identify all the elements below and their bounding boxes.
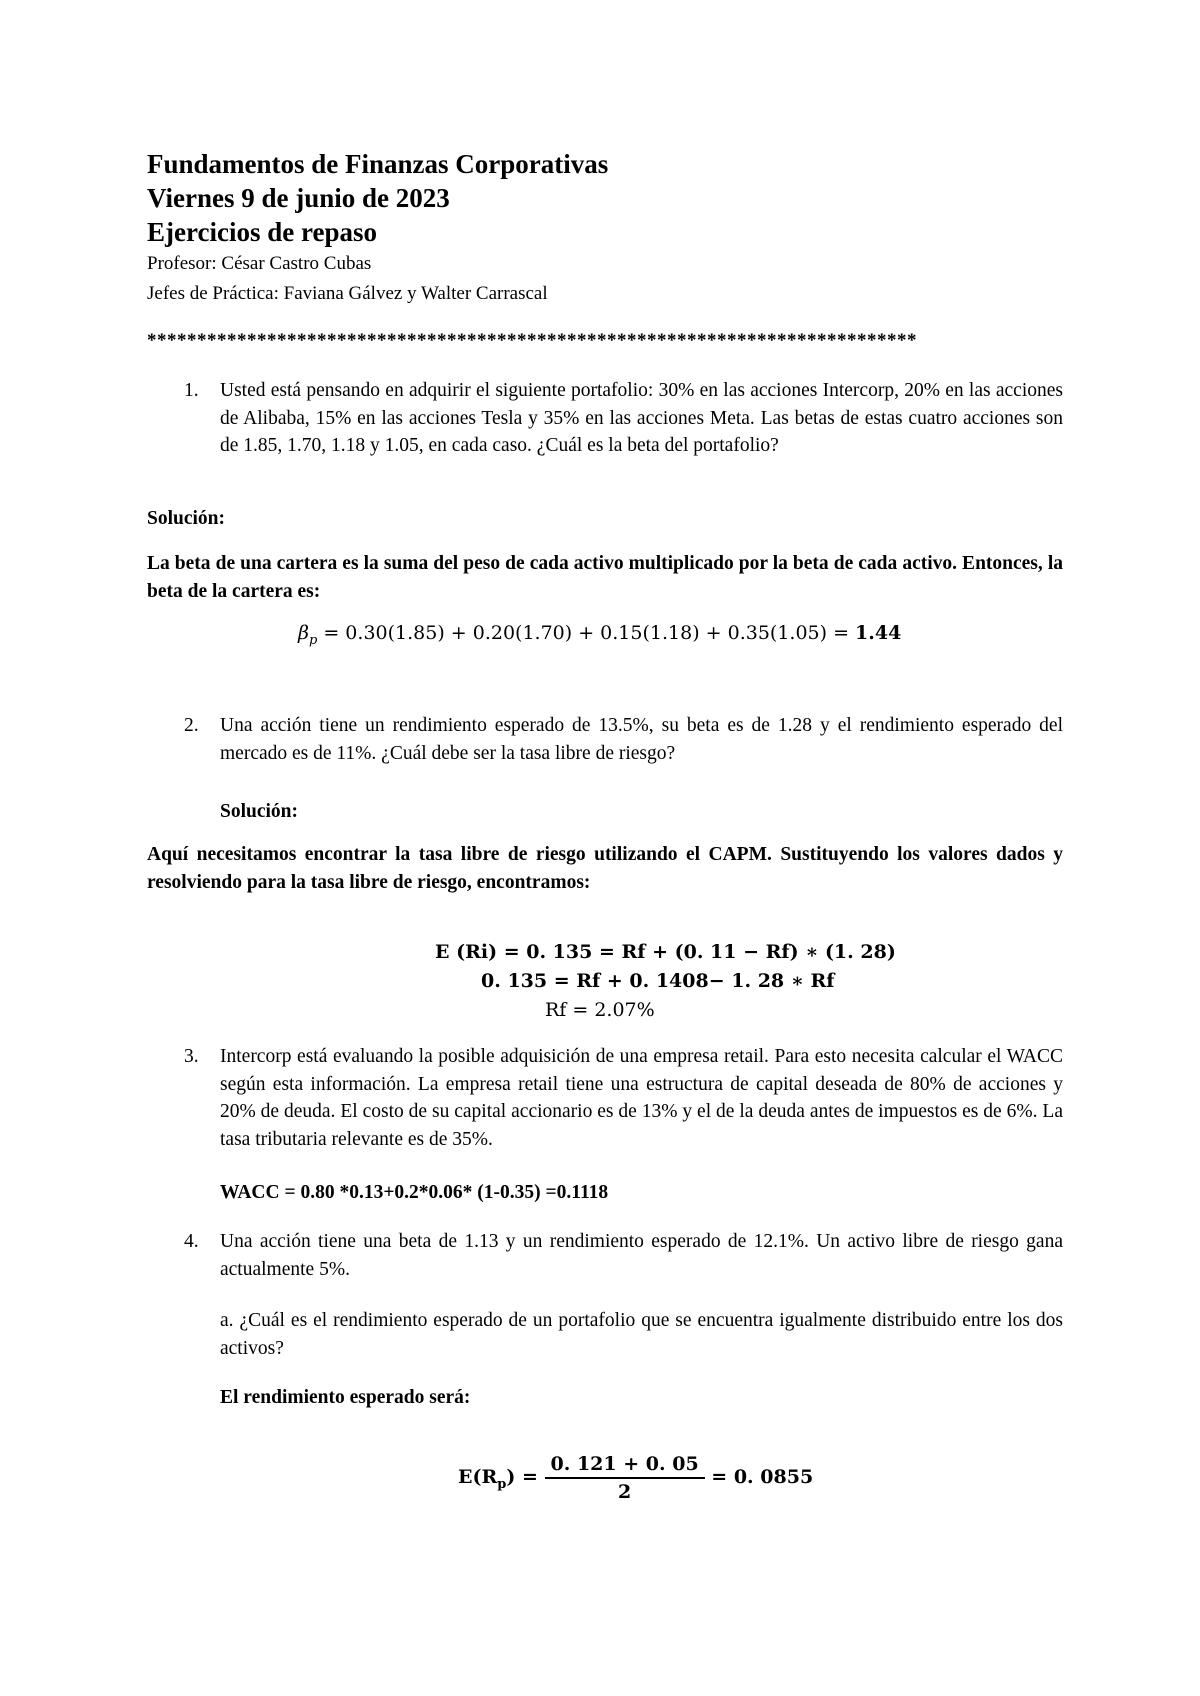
question-2-equation-3: Rf = 2.07%: [545, 999, 655, 1021]
question-4-part-a: a. ¿Cuál es el rendimiento esperado de un portafolio que se encuentra igualmente distribuido entre los dos activos?: [220, 1310, 1063, 1359]
question-2-equation-2: 0. 135 = Rf + 0. 1408− 1. 28 ∗ Rf: [481, 970, 835, 992]
fraction-result: = 0. 0855: [711, 1466, 814, 1488]
professor-line: Profesor: César Castro Cubas: [147, 253, 372, 274]
question-1-text: Usted está pensando en adquirir el siguiente portafolio: 30% en las acciones Intercorp, 20% en las acciones de Alibaba, 15% en las acciones Tesla y 35% en las acciones Meta. Las betas de estas cuatro acciones son de 1.85, 1.70, 1.18 y 1.05, en cada caso. ¿Cuál es la beta del portafolio?: [220, 380, 1063, 456]
question-2-equation-1: E (Ri) = 0. 135 = Rf + (0. 11 − Rf) ∗ (1. 28): [435, 941, 896, 963]
fraction-lhs-close: ) =: [506, 1466, 538, 1488]
question-2-solution-text: Aquí necesitamos encontrar la tasa libre de riesgo utilizando el CAPM. Sustituyendo los valores dados y resolviendo para la tasa libre de riesgo, encontramos:: [147, 844, 1063, 893]
equation-terms: = 0.30(1.85) + 0.20(1.70) + 0.15(1.18) + 0.35(1.05) =: [317, 622, 856, 644]
equation-result: 1.44: [855, 622, 902, 644]
question-4-text: Una acción tiene una beta de 1.13 y un rendimiento esperado de 12.1%. Un activo libre de riesgo gana actualmente 5%.: [220, 1231, 1063, 1280]
separator: *****************************************************************************: [147, 330, 917, 351]
fraction-numerator: 0. 121 + 0. 05: [545, 1453, 705, 1479]
question-4-number: 4.: [184, 1231, 199, 1252]
subtitle: Ejercicios de repaso: [147, 217, 377, 247]
fraction-lhs-subscript: p: [497, 1476, 507, 1492]
fraction: [545, 1453, 705, 1503]
beta-subscript: p: [308, 632, 318, 648]
question-1-solution-label: Solución:: [147, 508, 226, 529]
question-2-text: Una acción tiene un rendimiento esperado de 13.5%, su beta es de 1.28 y el rendimiento esperado del mercado es de 11%. ¿Cuál debe ser la tasa libre de riesgo?: [220, 715, 1063, 764]
question-2-number: 2.: [184, 715, 199, 736]
assistants-line: Jefes de Práctica: Faviana Gálvez y Walter Carrascal: [147, 283, 548, 304]
question-1-solution-text: La beta de una cartera es la suma del peso de cada activo multiplicado por la beta de cada activo. Entonces, la beta de la cartera es:: [147, 553, 1063, 602]
course-title: Fundamentos de Finanzas Corporativas: [147, 149, 609, 179]
question-3-wacc: WACC = 0.80 *0.13+0.2*0.06* (1-0.35) =0.1118: [220, 1182, 609, 1203]
question-4-fraction-equation: [458, 1453, 813, 1503]
beta-symbol: β: [298, 622, 309, 644]
question-2-solution-label: Solución:: [220, 801, 299, 822]
date-title: Viernes 9 de junio de 2023: [147, 183, 450, 213]
question-4-answer-label: El rendimiento esperado será:: [220, 1387, 471, 1408]
question-1-number: 1.: [184, 380, 199, 401]
question-3-number: 3.: [184, 1046, 199, 1067]
question-3-text: Intercorp está evaluando la posible adquisición de una empresa retail. Para esto necesita calcular el WACC según esta información. La empresa retail tiene una estructura de capital deseada de 80% de acciones y 20% de deuda. El costo de su capital accionario es de 13% y el de la deuda antes de impuestos es de 6%. La tasa tributaria relevante es de 35%.: [220, 1046, 1063, 1150]
question-1-equation: [298, 622, 901, 648]
fraction-lhs: E(R: [458, 1466, 498, 1488]
fraction-denominator: 2: [617, 1481, 632, 1503]
